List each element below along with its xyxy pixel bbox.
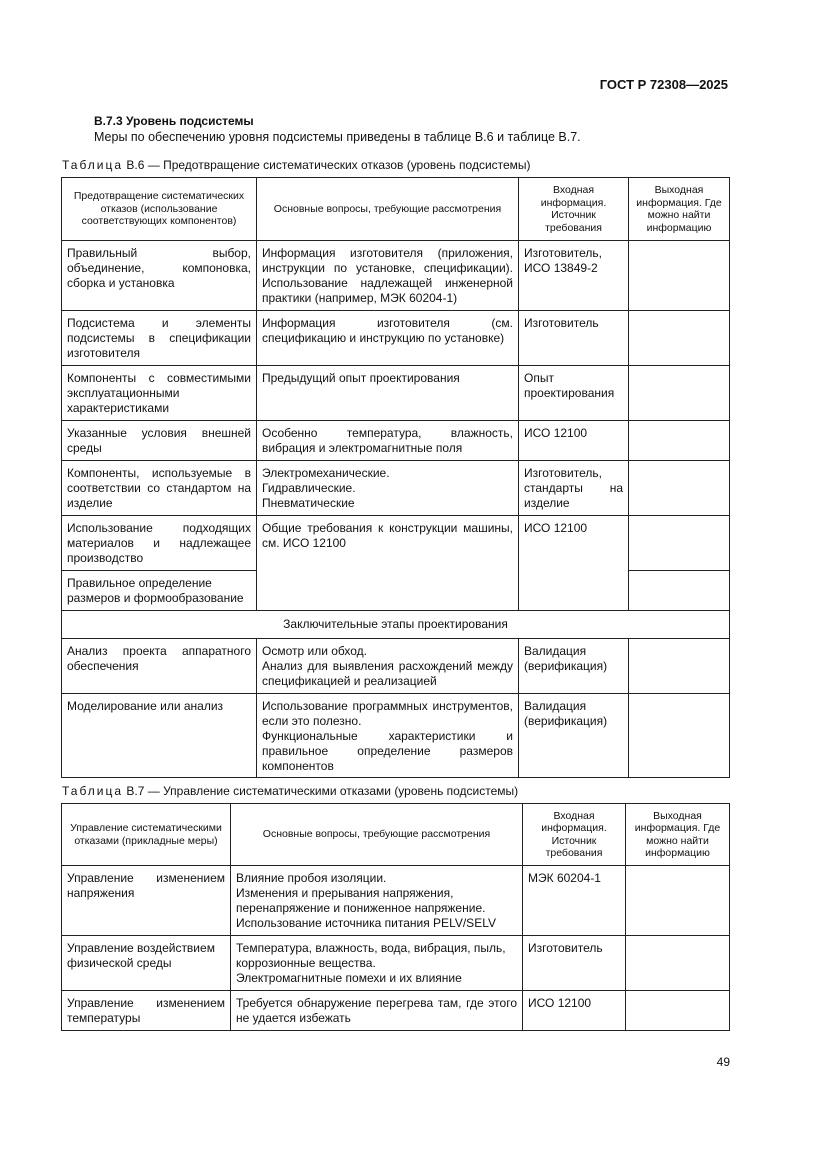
cell-line: Использование программных инструментов, если это полезно. xyxy=(262,699,513,728)
cell xyxy=(626,936,730,991)
cell: Валидация (верификация) xyxy=(519,639,629,694)
cell xyxy=(629,571,730,611)
table-row xyxy=(62,421,730,461)
table6-header-2: Основные вопросы, требующие рассмотрения xyxy=(257,178,519,241)
cell: МЭК 60204-1 xyxy=(523,866,626,936)
table7-header-3: Входная информация. Источник требования xyxy=(523,804,626,866)
cell xyxy=(629,241,730,311)
table6-header-4: Выходная информация. Где можно найти информацию xyxy=(629,178,730,241)
table-row xyxy=(62,866,730,936)
cell xyxy=(629,366,730,421)
table-b6 xyxy=(61,177,730,778)
cell: Моделирование или анализ xyxy=(62,694,257,778)
cell: Информация изготовителя (приложения, инструкции по установке, спецификации). Использование надлежащей инженерной практики (например, МЭК 60204-1) xyxy=(257,241,519,311)
table6-header-1: Предотвращение систематических отказов (использование соответствующих компонентов) xyxy=(62,178,257,241)
cell: Опыт проектирования xyxy=(519,366,629,421)
table-row xyxy=(62,694,730,778)
cell-line: Температура, влажность, вода, вибрация, пыль, коррозионные вещества. xyxy=(236,941,506,970)
cell-line: Электромагнитные помехи и их влияние xyxy=(236,971,462,985)
table-row xyxy=(62,516,730,571)
cell: Изготовитель xyxy=(519,311,629,366)
cell: Подсистема и элементы подсистемы в спецификации изготовителя xyxy=(62,311,257,366)
cell: Предыдущий опыт проектирования xyxy=(257,366,519,421)
cell-line: Осмотр или обход. xyxy=(262,644,367,658)
cell-line: Гидравлические. xyxy=(262,481,356,495)
cell-line: Электромеханические. xyxy=(262,466,390,480)
table-row xyxy=(62,991,730,1031)
cell: Управление изменением температуры xyxy=(62,991,231,1031)
cell xyxy=(257,639,519,694)
table-row xyxy=(62,366,730,421)
cell xyxy=(629,421,730,461)
section-title: B.7.3 Уровень подсистемы xyxy=(94,114,254,128)
cell: Информация изготовителя (см. спецификацию и инструкцию по установке) xyxy=(257,311,519,366)
cell: Использование подходящих материалов и надлежащее производство xyxy=(62,516,257,571)
cell: Валидация (верификация) xyxy=(519,694,629,778)
cell xyxy=(629,461,730,516)
cell: Управление воздействием физической среды xyxy=(62,936,231,991)
table7-header-2: Основные вопросы, требующие рассмотрения xyxy=(231,804,523,866)
cell: Изготовитель xyxy=(523,936,626,991)
table7-header-1: Управление систематическими отказами (прикладные меры) xyxy=(62,804,231,866)
cell xyxy=(626,991,730,1031)
cell xyxy=(231,936,523,991)
cell-line: Изменения и прерывания напряжения, перенапряжение и пониженное напряжение. xyxy=(236,886,486,915)
cell: Компоненты с совместимыми эксплуатационными характеристиками xyxy=(62,366,257,421)
cell: Правильное определение размеров и формообразование xyxy=(62,571,257,611)
cell-line: Функциональные характеристики и правильное определение размеров компонентов xyxy=(262,729,513,773)
cell-line: Влияние пробоя изоляции. xyxy=(236,871,387,885)
table-row xyxy=(62,311,730,366)
section-text: Меры по обеспечению уровня подсистемы приведены в таблице B.6 и таблице B.7. xyxy=(94,130,581,144)
document-header: ГОСТ Р 72308—2025 xyxy=(599,77,728,92)
table-row xyxy=(62,639,730,694)
page-number: 49 xyxy=(716,1055,730,1069)
cell: Изготовитель, ИСО 13849-2 xyxy=(519,241,629,311)
cell xyxy=(257,461,519,516)
table6-subheader: Заключительные этапы проектирования xyxy=(62,611,730,639)
cell xyxy=(629,311,730,366)
cell: Правильный выбор, объединение, компоновка, сборка и установка xyxy=(62,241,257,311)
cell-line: Использование источника питания PELV/SELV xyxy=(236,916,496,930)
table6-header-3: Входная информация. Источник требования xyxy=(519,178,629,241)
cell-line: Анализ для выявления расхождений между спецификацией и реализацией xyxy=(262,659,513,688)
cell xyxy=(231,866,523,936)
cell xyxy=(629,639,730,694)
table7-header-4: Выходная информация. Где можно найти информацию xyxy=(626,804,730,866)
cell: Требуется обнаружение перегрева там, где этого не удается избежать xyxy=(231,991,523,1031)
cell xyxy=(626,866,730,936)
cell: Указанные условия внешней среды xyxy=(62,421,257,461)
cell: Компоненты, используемые в соответствии со стандартом на изделие xyxy=(62,461,257,516)
cell-line: Пневматические xyxy=(262,496,355,510)
cell: Особенно температура, влажность, вибрация и электромагнитные поля xyxy=(257,421,519,461)
table7-caption xyxy=(62,784,518,798)
cell: ИСО 12100 xyxy=(519,516,629,611)
cell xyxy=(629,516,730,571)
table7-caption-text: B.7 — Управление систематическими отказами (уровень подсистемы) xyxy=(126,784,519,798)
cell: Анализ проекта аппаратного обеспечения xyxy=(62,639,257,694)
table6-caption-text: B.6 — Предотвращение систематических отказов (уровень подсистемы) xyxy=(126,158,531,172)
table6-caption-prefix: Таблица xyxy=(62,158,124,172)
cell: Управление изменением напряжения xyxy=(62,866,231,936)
table-subheader-row xyxy=(62,611,730,639)
cell xyxy=(629,694,730,778)
cell: ИСО 12100 xyxy=(523,991,626,1031)
table-row xyxy=(62,241,730,311)
cell xyxy=(257,694,519,778)
table7-caption-prefix: Таблица xyxy=(62,784,124,798)
cell: Общие требования к конструкции машины, см. ИСО 12100 xyxy=(257,516,519,611)
cell: ИСО 12100 xyxy=(519,421,629,461)
table6-caption xyxy=(62,158,531,172)
table-row xyxy=(62,936,730,991)
table-row xyxy=(62,461,730,516)
table-b7 xyxy=(61,803,730,1031)
cell: Изготовитель, стандарты на изделие xyxy=(519,461,629,516)
